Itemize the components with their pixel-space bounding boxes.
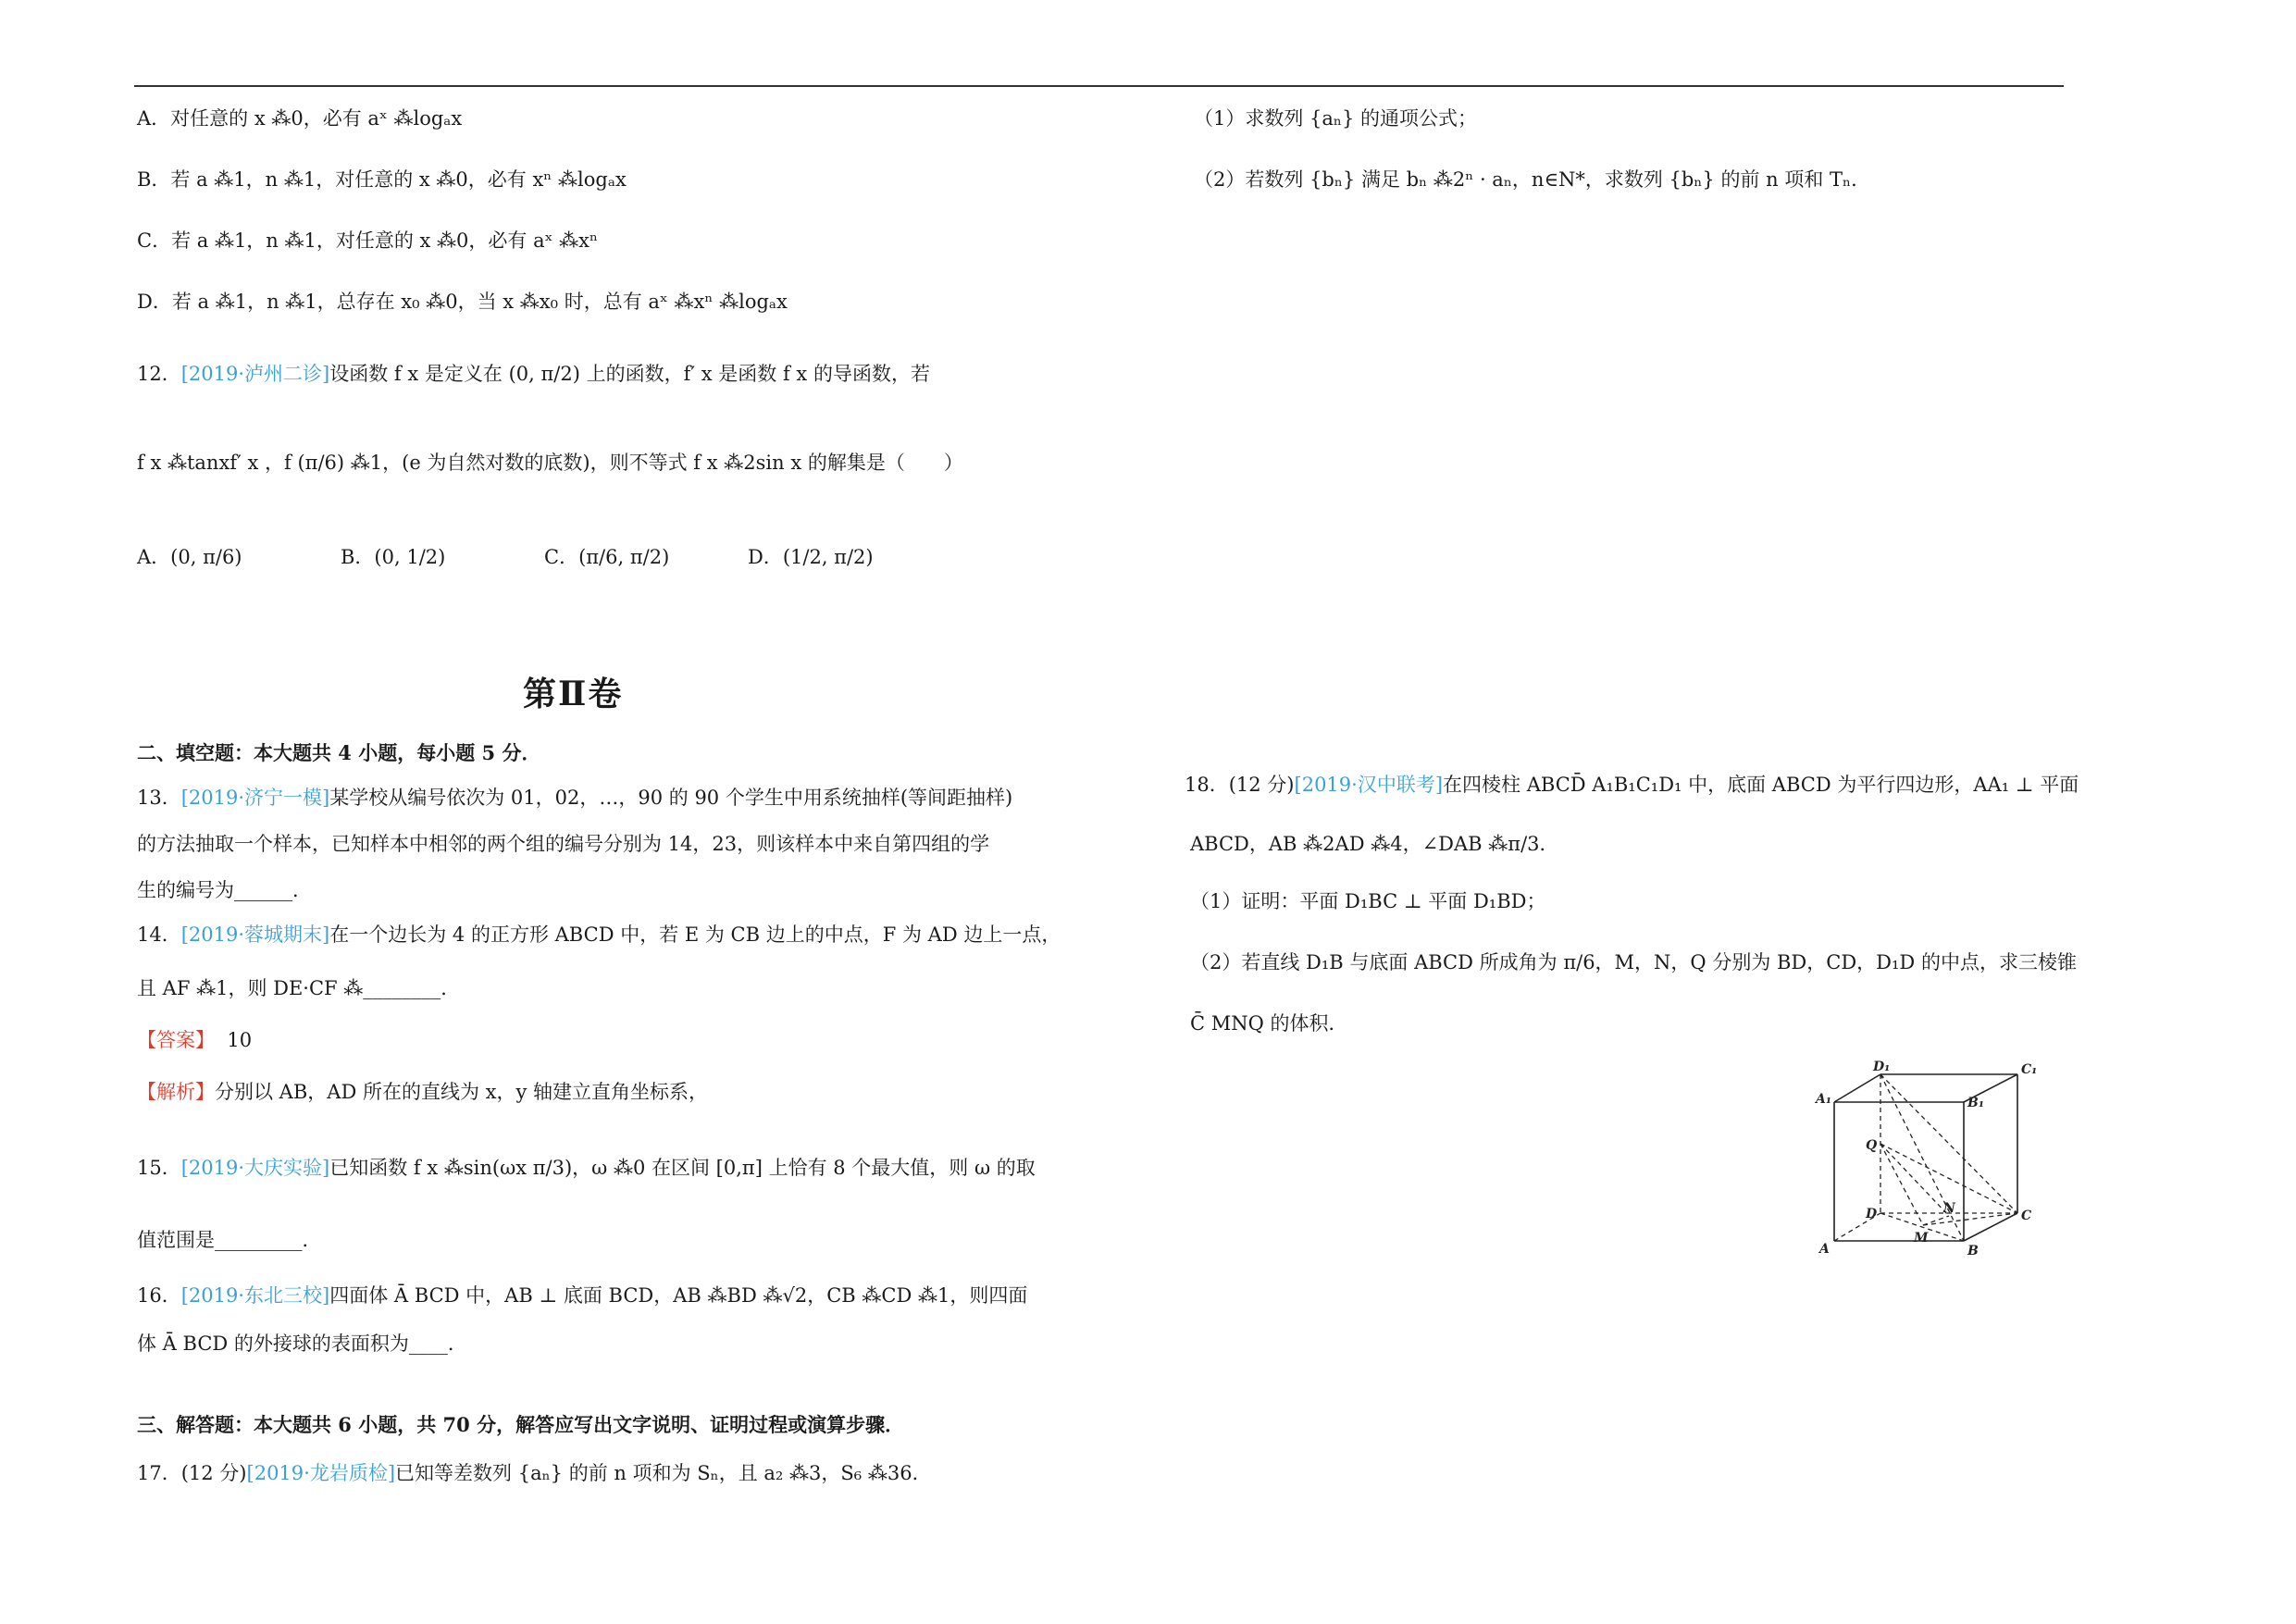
label-m: M xyxy=(1914,1231,1929,1246)
q12-line1 xyxy=(137,361,930,387)
solve-header: 三、解答题：本大题共 6 小题，共 70 分，解答应写出文字说明、证明过程或演算步骤． xyxy=(137,1413,905,1436)
question-text: 已知等差数列 {aₙ} 的前 n 项和为 Sₙ，且 a₂ ⁂3，S₆ ⁂36． xyxy=(395,1462,932,1484)
prism-figure xyxy=(1814,1060,2059,1259)
q12-option-b: B．(0, 1/2) xyxy=(341,546,446,568)
q18-part2b: C̄ MNQ 的体积． xyxy=(1190,1012,1348,1035)
q14-line2: 且 AF ⁂1，则 DE·CF ⁂________． xyxy=(137,977,461,999)
q18-line1 xyxy=(1185,772,2079,798)
q13-line2: 的方法抽取一个样本，已知样本中相邻的两个组的编号分别为 14，23，则该样本中来自第四组的学 xyxy=(137,833,990,855)
question-text: 四面体 Ā BCD 中，AB ⊥ 底面 BCD，AB ⁂BD ⁂√2，CB ⁂CD ⁂1，则四面 xyxy=(329,1284,1028,1307)
label-d1: D₁ xyxy=(1873,1060,1891,1074)
q16-line2: 体 Ā BCD 的外接球的表面积为____． xyxy=(137,1333,467,1355)
label-q: Q xyxy=(1866,1138,1878,1153)
label-a: A xyxy=(1819,1242,1830,1257)
question-source: [2019·东北三校] xyxy=(180,1284,330,1307)
label-n: N xyxy=(1943,1201,1955,1216)
q17-part1: （1）求数列 {aₙ} 的通项公式； xyxy=(1194,107,1478,130)
question-number: 14． xyxy=(137,924,181,946)
q17-part2: （2）若数列 {bₙ} 满足 bₙ ⁂2ⁿ · aₙ，n∈N*，求数列 {bₙ} 的前 n 项和 Tₙ． xyxy=(1194,168,1871,191)
label-b: B xyxy=(1967,1244,1979,1258)
question-number: 16． xyxy=(137,1284,181,1307)
q11-option-a: A．对任意的 x ⁂0，必有 aˣ ⁂logₐx xyxy=(137,107,463,130)
q18-part2: （2）若直线 D₁B 与底面 ABCD 所成角为 π/6，M，N，Q 分别为 BD，CD，D₁D 的中点，求三棱锥 xyxy=(1190,951,2077,973)
q13-line3: 生的编号为______． xyxy=(137,879,312,901)
q17-line1 xyxy=(137,1460,932,1486)
question-source: [2019·泸州二诊] xyxy=(180,363,330,385)
q11-option-d: D．若 a ⁂1，n ⁂1，总存在 x₀ ⁂0，当 x ⁂x₀ 时，总有 aˣ ⁂xⁿ ⁂logₐx xyxy=(137,291,788,313)
question-number: 18．(12 分) xyxy=(1185,774,1295,796)
q18-line2: ABCD，AB ⁂2AD ⁂4，∠DAB ⁂π/3． xyxy=(1190,833,1559,855)
question-text: 在四棱柱 ABCD̄ A₁B₁C₁D₁ 中，底面 ABCD 为平行四边形，AA₁ ⊥ 平面 xyxy=(1443,774,2079,796)
question-source: [2019·大庆实验] xyxy=(180,1157,330,1179)
question-source: [2019·龙岩质检] xyxy=(246,1462,396,1484)
answer-value: 10 xyxy=(227,1029,253,1051)
label-c: C xyxy=(2021,1209,2032,1223)
section-title: 第Ⅱ卷 xyxy=(523,675,624,713)
q16-line1 xyxy=(137,1283,1027,1308)
q18-part1: （1）证明：平面 D₁BC ⊥ 平面 D₁BD； xyxy=(1190,890,1546,912)
q11-option-b: B．若 a ⁂1，n ⁂1，对任意的 x ⁂0，必有 xⁿ ⁂logₐx xyxy=(137,168,627,191)
question-number: 13． xyxy=(137,787,181,809)
q11-option-c: C．若 a ⁂1，n ⁂1，对任意的 x ⁂0，必有 aˣ ⁂xⁿ xyxy=(137,229,599,252)
question-text: 设函数 f x 是定义在 (0, π/2) 上的函数，f′ x 是函数 f x 的导函数，若 xyxy=(329,363,930,385)
q12-line2: f x ⁂tanxf′ x ，f (π/6) ⁂1，(e 为自然对数的底数)，则不等式 f x ⁂2sin x 的解集是（ ） xyxy=(137,452,963,474)
label-b1: B₁ xyxy=(1967,1096,1984,1110)
question-source: [2019·济宁一模] xyxy=(180,787,330,809)
question-number: 17．(12 分) xyxy=(137,1462,247,1484)
label-a1: A₁ xyxy=(1816,1092,1831,1107)
question-text: 某学校从编号依次为 01，02，…，90 的 90 个学生中用系统抽样(等间距抽样) xyxy=(329,787,1013,809)
question-source: [2019·汉中联考] xyxy=(1294,774,1444,796)
q12-option-d: D．(1/2, π/2) xyxy=(748,546,874,568)
q15-line2: 值范围是_________． xyxy=(137,1229,322,1251)
q14-answer xyxy=(137,1027,252,1053)
label-c1: C₁ xyxy=(2021,1062,2038,1077)
analysis-tag: 【解析】 xyxy=(137,1081,215,1103)
header-rule xyxy=(134,85,2064,87)
analysis-text: 分别以 AB，AD 所在的直线为 x，y 轴建立直角坐标系， xyxy=(215,1081,709,1103)
fill-blank-header: 二、填空题：本大题共 4 小题，每小题 5 分． xyxy=(137,741,541,764)
q14-analysis xyxy=(137,1079,708,1105)
label-d: D xyxy=(1866,1207,1878,1221)
question-number: 12． xyxy=(137,363,181,385)
question-number: 15． xyxy=(137,1157,181,1179)
q12-option-a: A．(0, π/6) xyxy=(137,546,242,568)
q15-line1 xyxy=(137,1155,1036,1181)
question-text: 在一个边长为 4 的正方形 ABCD 中，若 E 为 CB 边上的中点，F 为 AD 边上一点， xyxy=(329,924,1061,946)
question-source: [2019·蓉城期末] xyxy=(180,924,330,946)
q14-line1 xyxy=(137,922,1061,948)
q13-line1 xyxy=(137,785,1012,811)
question-text: 已知函数 f x ⁂sin(ωx π/3)，ω ⁂0 在区间 [0,π] 上恰有 8 个最大值，则 ω 的取 xyxy=(329,1157,1036,1179)
answer-tag: 【答案】 xyxy=(137,1029,215,1051)
q12-option-c: C．(π/6, π/2) xyxy=(544,546,670,568)
